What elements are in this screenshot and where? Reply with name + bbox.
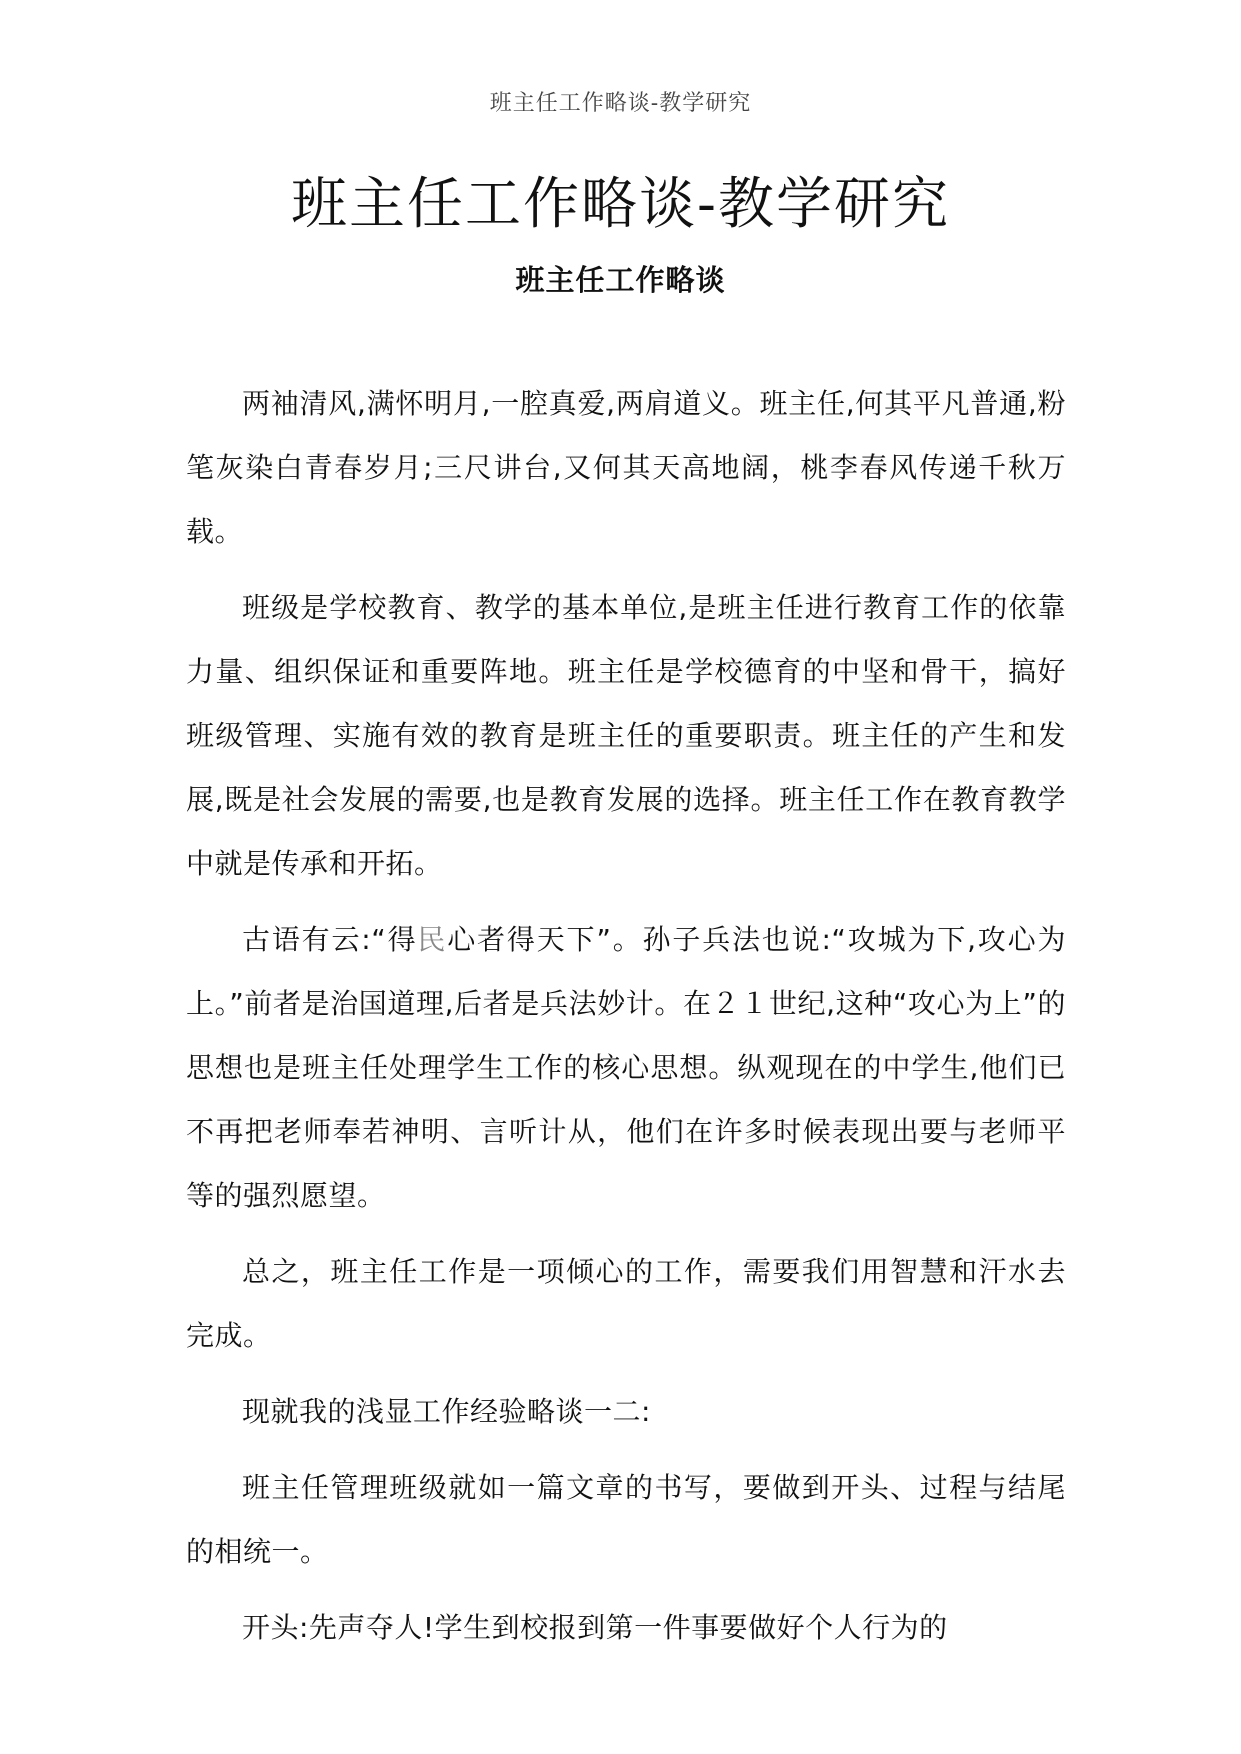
paragraph-2: 班级是学校教育、教学的基本单位,是班主任进行教育工作的依靠力量、组织保证和重要阵地。班主任是学校德育的中坚和骨干，搞好班级管理、实施有效的教育是班主任的重要职责。班主任的产生和发展,既是社会发展的需要,也是教育发展的选择。班主任工作在教育教学中就是传承和开拓。 <box>186 591 1066 880</box>
paragraph-3-part-1: 古语有云:“得 <box>242 923 418 956</box>
paragraph-7: 开头:先声夺人!学生到校报到第一件事要做好个人行为的 <box>242 1611 948 1644</box>
document-title: 班主任工作略谈-教学研究 <box>291 172 950 237</box>
document-body <box>186 372 1066 1672</box>
paragraph-1: 两袖清风,满怀明月,一腔真爱,两肩道义。班主任,何其平凡普通,粉笔灰染白青春岁月;三尺讲台,又何其天高地阔，桃李春风传递千秋万载。 <box>186 387 1066 548</box>
paragraph-3-part-2: 心者得天下”。孙子兵法也说:“攻城为下,攻心为上。”前者是治国道理,后者是兵法妙计。在２１世纪,这种“攻心为上”的思想也是班主任处理学生工作的核心思想。纵观现在的中学生,他们已不再把老师奉若神明、言听计从，他们在许多时候表现出要与老师平等的强烈愿望。 <box>186 923 1066 1212</box>
paragraph-5: 现就我的浅显工作经验略谈一二: <box>242 1395 651 1428</box>
paragraph-4: 总之，班主任工作是一项倾心的工作，需要我们用智慧和汗水去完成。 <box>186 1255 1066 1352</box>
paragraph-6: 班主任管理班级就如一篇文章的书写，要做到开头、过程与结尾的相统一。 <box>186 1471 1066 1568</box>
faded-character: 民 <box>417 923 448 956</box>
paragraph-3 <box>186 908 1066 1228</box>
running-header: 班主任工作略谈-教学研究 <box>489 91 752 116</box>
document-subtitle: 班主任工作略谈 <box>515 263 726 297</box>
